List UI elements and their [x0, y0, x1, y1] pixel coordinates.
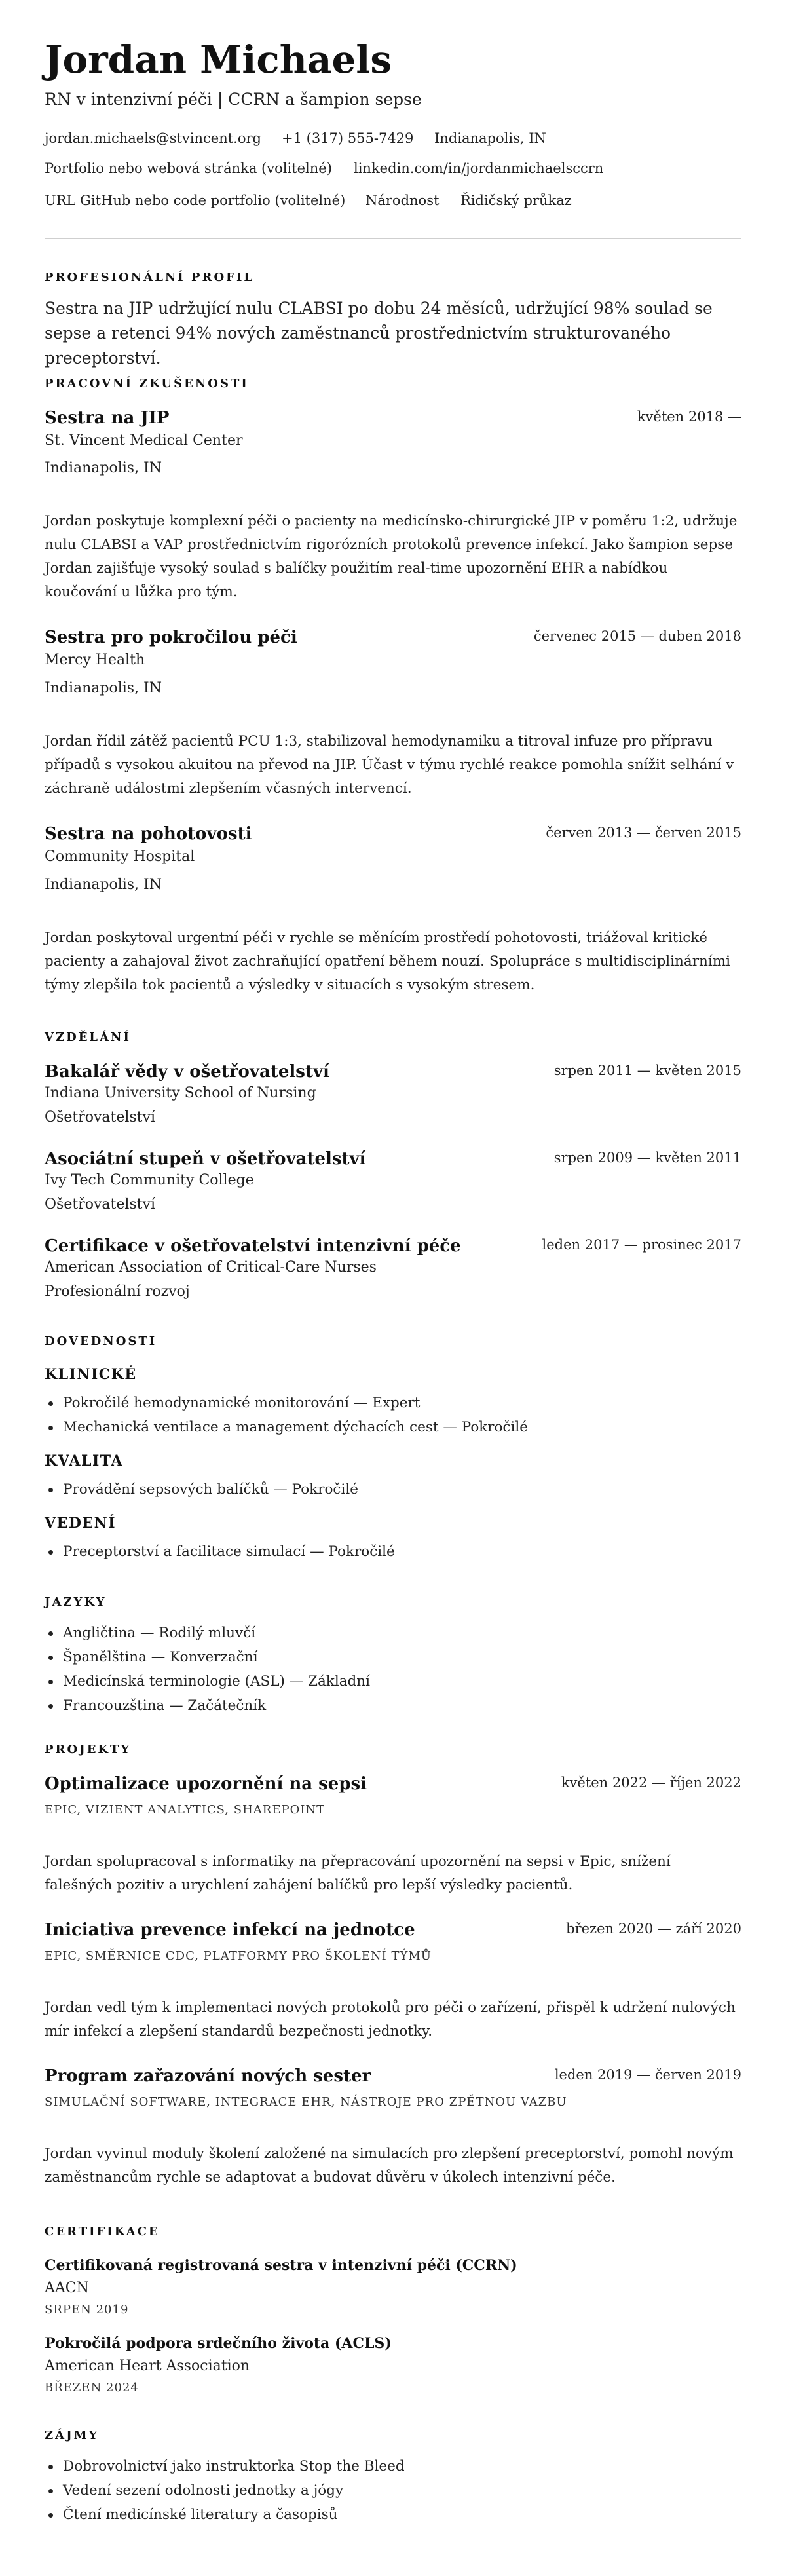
project-title: Optimalizace upozornění na sepsi [45, 1774, 367, 1794]
job-location: Indianapolis, IN [45, 680, 162, 696]
certification-date: SRPEN 2019 [45, 2303, 129, 2317]
certification-issuer: American Heart Association [45, 2358, 250, 2374]
profile-summary: Sestra na JIP udržující nulu CLABSI po dobu 24 měsíců, udržující 98% soulad se sepse a retenci 94% nových zaměstnanců prostřednictvím strukturovaného preceptorství. [45, 299, 713, 368]
education-field: Ošetřovatelství [45, 1196, 155, 1213]
job-title: Sestra pro pokročilou péči [45, 628, 297, 647]
section-heading-education: VZDĚLÁNÍ [45, 1031, 131, 1044]
contact-location: Indianapolis, IN [434, 130, 546, 146]
skill-item: Preceptorství a facilitace simulací — Pokročilé [45, 1542, 395, 1562]
section-heading-certifications: CERTIFIKACE [45, 2225, 160, 2239]
job-title: Sestra na pohotovosti [45, 824, 252, 844]
skill-item: Pokročilé hemodynamické monitorování — Expert [45, 1393, 420, 1413]
job-location: Indianapolis, IN [45, 460, 162, 476]
project-description: Jordan vedl tým k implementaci nových protokolů pro péči o zařízení, přispěl k udržení nulových mír infekcí a zlepšení standardů bezpečnosti jednotky. [45, 1999, 736, 2039]
contact-linkedin[interactable]: linkedin.com/in/jordanmichaelsccrn [354, 161, 604, 176]
job-employer: St. Vincent Medical Center [45, 432, 243, 449]
contact-drivers-license: Řidičský průkaz [460, 193, 572, 208]
header-divider [45, 238, 741, 239]
section-heading-profile: PROFESIONÁLNÍ PROFIL [45, 271, 255, 284]
education-field: Ošetřovatelství [45, 1109, 155, 1126]
skill-group-name: KVALITA [45, 1452, 124, 1469]
interest-item: Dobrovolnictví jako instruktorka Stop the Bleed [45, 2457, 405, 2476]
job-description: Jordan řídil zátěž pacientů PCU 1:3, stabilizoval hemodynamiku a titroval infuze pro přípravu případů s vysokou akuitou na převod na JIP. Účast v týmu rychlé reakce pomohla snížit selhání v záchraně událostmi zlepšením včasných intervencí. [45, 733, 734, 797]
contact-portfolio[interactable]: Portfolio nebo webová stránka (volitelné) [45, 161, 332, 176]
job-date: červenec 2015 — duben 2018 [533, 628, 741, 644]
contact-nationality: Národnost [365, 193, 440, 208]
contact-github[interactable]: URL GitHub nebo code portfolio (volitelné) [45, 193, 346, 208]
certification-title: Certifikovaná registrovaná sestra v intenzivní péči (CCRN) [45, 2257, 517, 2274]
education-date: srpen 2011 — květen 2015 [553, 1063, 741, 1078]
section-heading-skills: DOVEDNOSTI [45, 1335, 157, 1348]
section-heading-languages: JAZYKY [45, 1595, 107, 1609]
project-date: leden 2019 — červen 2019 [554, 2067, 741, 2083]
education-school: Ivy Tech Community College [45, 1172, 254, 1188]
job-description: Jordan poskytoval urgentní péči v rychle se měnícím prostředí pohotovosti, triážoval kritické pacienty a zahajoval život zachraňující opatření během nouzí. Spolupráce s multidisciplinárními týmy zlepšila tok pacientů a výsledky v situacích s vysokým stresem. [45, 930, 730, 993]
job-title: Sestra na JIP [45, 408, 170, 428]
education-date: srpen 2009 — květen 2011 [553, 1150, 741, 1165]
skill-group-name: VEDENÍ [45, 1515, 117, 1532]
job-date: červen 2013 — červen 2015 [546, 825, 741, 841]
project-technologies: EPIC, SMĚRNICE CDC, PLATFORMY PRO ŠKOLENÍ TÝMŮ [45, 1949, 432, 1963]
interest-item: Čtení medicínské literatury a časopisů [45, 2505, 337, 2525]
language-item: Medicínská terminologie (ASL) — Základní [45, 1672, 370, 1692]
certification-date: BŘEZEN 2024 [45, 2381, 139, 2395]
contact-email[interactable]: jordan.michaels@stvincent.org [45, 130, 261, 146]
contact-phone[interactable]: +1 (317) 555-7429 [282, 130, 414, 146]
project-technologies: SIMULAČNÍ SOFTWARE, INTEGRACE EHR, NÁSTROJE PRO ZPĚTNOU VAZBU [45, 2095, 567, 2109]
language-item: Francouzština — Začátečník [45, 1696, 266, 1716]
project-date: květen 2022 — říjen 2022 [561, 1775, 741, 1790]
education-date: leden 2017 — prosinec 2017 [542, 1237, 741, 1253]
education-degree: Asociátní stupeň v ošetřovatelství [45, 1149, 366, 1169]
language-item: Španělština — Konverzační [45, 1648, 257, 1667]
job-employer: Mercy Health [45, 652, 145, 668]
interest-item: Vedení sezení odolnosti jednotky a jógy [45, 2481, 343, 2501]
candidate-name: Jordan Michaels [45, 37, 392, 82]
skill-item: Provádění sepsových balíčků — Pokročilé [45, 1480, 358, 1500]
job-description: Jordan poskytuje komplexní péči o pacienty na medicínsko-chirurgické JIP v poměru 1:2, udržuje nulu CLABSI a VAP prostřednictvím rigorózních protokolů prevence infekcí. Jako šampion sepse Jordan zajišťuje vysoký soulad s balíčky použitím real-time upozornění EHR a nabídkou koučování u lůžka pro tým. [45, 513, 738, 600]
project-description: Jordan spolupracoval s informatiky na přepracování upozornění na sepsi v Epic, snížení falešných pozitiv a urychlení zahájení balíčků pro lepší výsledky pacientů. [45, 1853, 671, 1893]
project-date: březen 2020 — září 2020 [566, 1921, 741, 1937]
language-item: Angličtina — Rodilý mluvčí [45, 1623, 255, 1643]
skill-group-name: KLINICKÉ [45, 1366, 137, 1383]
education-degree: Certifikace v ošetřovatelství intenzivní péče [45, 1236, 461, 1256]
education-school: Indiana University School of Nursing [45, 1085, 316, 1101]
education-school: American Association of Critical-Care Nurses [45, 1259, 377, 1276]
project-title: Iniciativa prevence infekcí na jednotce [45, 1920, 415, 1940]
project-technologies: EPIC, VIZIENT ANALYTICS, SHAREPOINT [45, 1803, 326, 1817]
certification-title: Pokročilá podpora srdečního života (ACLS) [45, 2335, 392, 2352]
section-heading-experience: PRACOVNÍ ZKUŠENOSTI [45, 377, 249, 390]
job-date: květen 2018 — [637, 409, 741, 425]
certification-issuer: AACN [45, 2280, 89, 2296]
education-field: Profesionální rozvoj [45, 1283, 190, 1300]
education-degree: Bakalář vědy v ošetřovatelství [45, 1062, 329, 1082]
section-heading-projects: PROJEKTY [45, 1743, 132, 1756]
job-location: Indianapolis, IN [45, 877, 162, 893]
job-employer: Community Hospital [45, 848, 195, 865]
section-heading-interests: ZÁJMY [45, 2429, 100, 2442]
skill-item: Mechanická ventilace a management dýchacích cest — Pokročilé [45, 1418, 528, 1437]
project-title: Program zařazování nových sester [45, 2066, 371, 2086]
project-description: Jordan vyvinul moduly školení založené na simulacích pro zlepšení preceptorství, pomohl novým zaměstnancům rychle se adaptovat a budovat důvěru v úkolech intenzivní péče. [45, 2146, 734, 2186]
candidate-subtitle: RN v intenzivní péči | CCRN a šampion sepse [45, 90, 422, 109]
